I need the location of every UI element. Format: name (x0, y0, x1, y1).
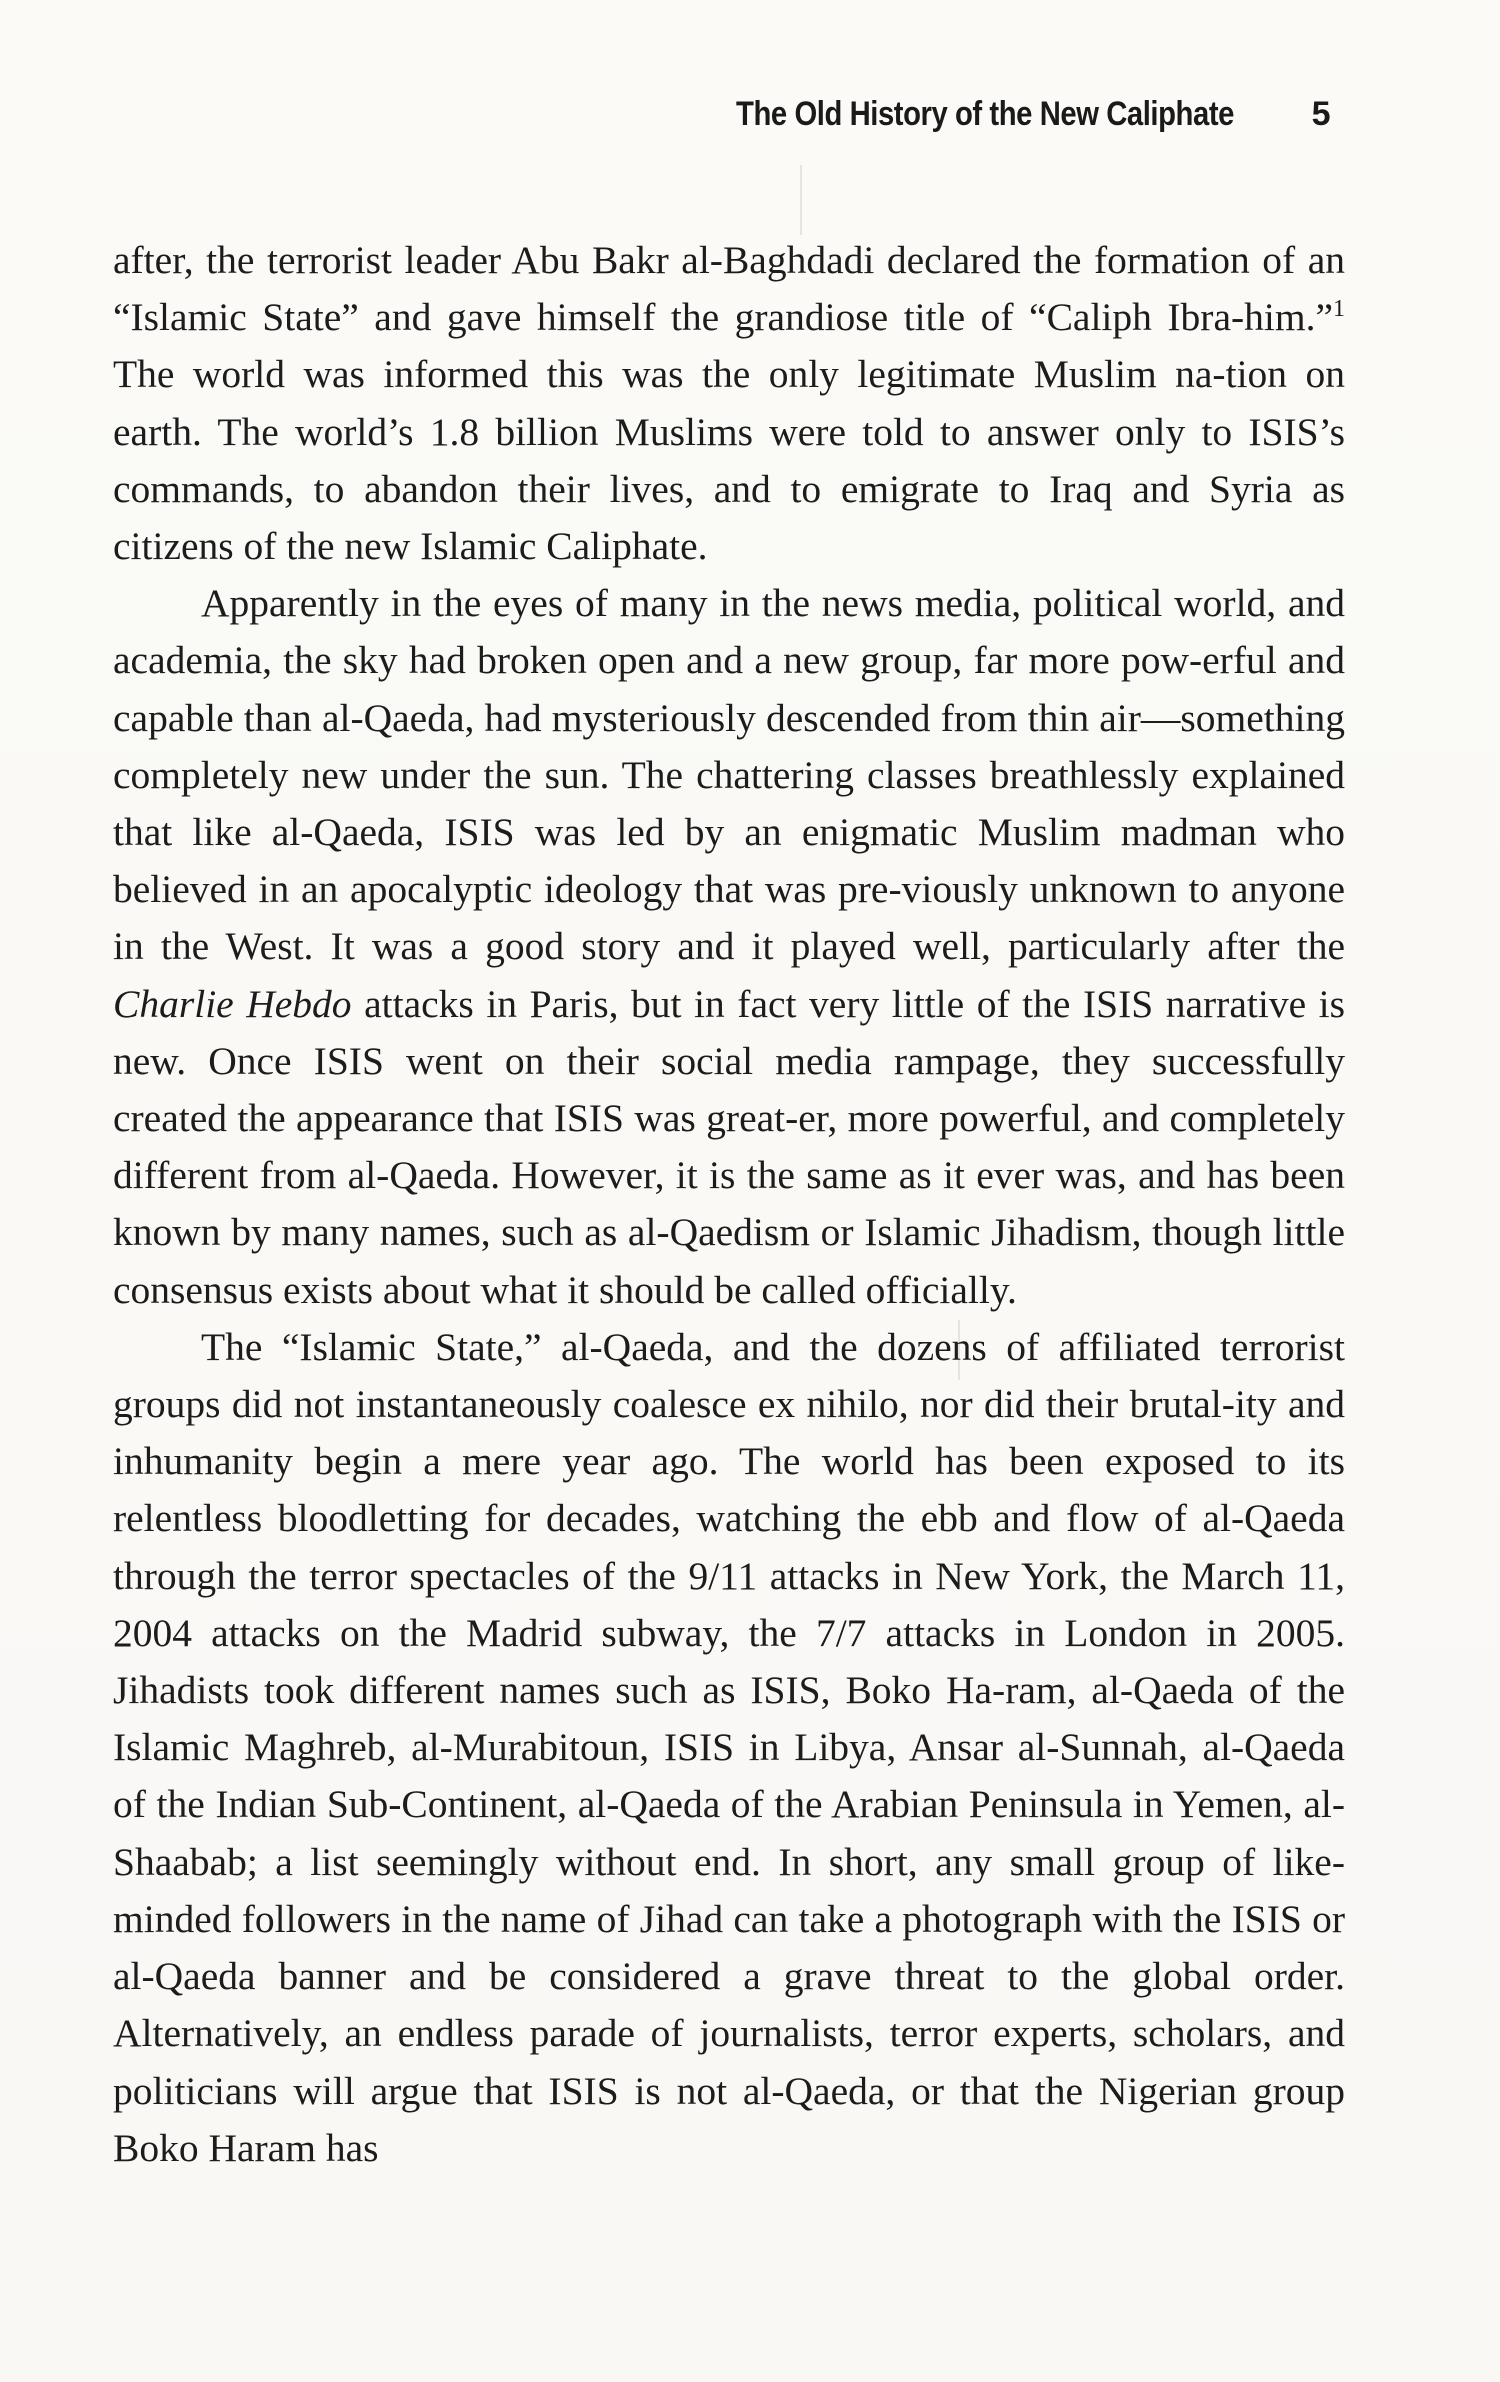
body-text (113, 232, 1345, 2177)
italic-title: Charlie Hebdo (113, 981, 352, 1026)
running-title: The Old History of the New Caliphate (736, 95, 1234, 133)
text-run: The world was informed this was the only legitimate Muslim na-tion on earth. The world’s 1.8 billion Muslims were told to answer only to ISIS’s commands, to abandon their lives, and to emigrate to Iraq and Syria as citizens of the new Islamic Caliphate. (113, 352, 1345, 569)
page-number: 5 (1311, 95, 1330, 133)
text-run: The “Islamic State,” al-Qaeda, and the dozens of affiliated terrorist groups did not instantaneously coalesce ex nihilo, nor did their brutal-ity and inhumanity begin a mere year ago. The world has been exposed to its relentless bloodletting for decades, watching the ebb and flow of al-Qaeda through the terror spectacles of the 9/11 attacks in New York, the March 11, 2004 attacks on the Madrid subway, the 7/7 attacks in London in 2005. Jihadists took different names such as ISIS, Boko Ha-ram, al-Qaeda of the Islamic Maghreb, al-Murabitoun, ISIS in Libya, Ansar al-Sunnah, al-Qaeda of the Indian Sub-Continent, al-Qaeda of the Arabian Peninsula in Yemen, al-Shaabab; a list seemingly without end. In short, any small group of like-minded followers in the name of Jihad can take a photograph with the ISIS or al-Qaeda banner and be considered a grave threat to the global order. Alternatively, an endless parade of journalists, terror experts, scholars, and politicians will argue that ISIS is not al-Qaeda, or that the Nigerian group Boko Haram has (113, 1324, 1345, 2170)
paragraph-3 (113, 1319, 1345, 2177)
paragraph-1 (113, 232, 1345, 575)
footnote-marker: 1 (1333, 296, 1345, 323)
text-run: attacks in Paris, but in fact very little of the ISIS narrative is new. Once ISIS went on their social media rampage, they successfully created the appearance that ISIS was great-er, more powerful, and completely different from al-Qaeda. However, it is the same as it ever was, and has been known by many names, such as al-Qaedism or Islamic Jihadism, though little consensus exists about what it should be called officially. (113, 981, 1345, 1312)
text-run: after, the terrorist leader Abu Bakr al-Baghdadi declared the formation of an “Islamic State” and gave himself the grandiose title of “Caliph Ibra-him.” (113, 238, 1345, 340)
scan-crease-mark (800, 165, 802, 235)
running-head (600, 95, 1330, 145)
text-run: Apparently in the eyes of many in the news media, political world, and academia, the sky had broken open and a new group, far more pow-erful and capable than al-Qaeda, had mysteriously descended from thin air—something completely new under the sun. The chattering classes breathlessly explained that like al-Qaeda, ISIS was led by an enigmatic Muslim madman who believed in an apocalyptic ideology that was pre-viously unknown to anyone in the West. It was a good story and it played well, particularly after the (113, 581, 1345, 969)
paragraph-2 (113, 575, 1345, 1319)
